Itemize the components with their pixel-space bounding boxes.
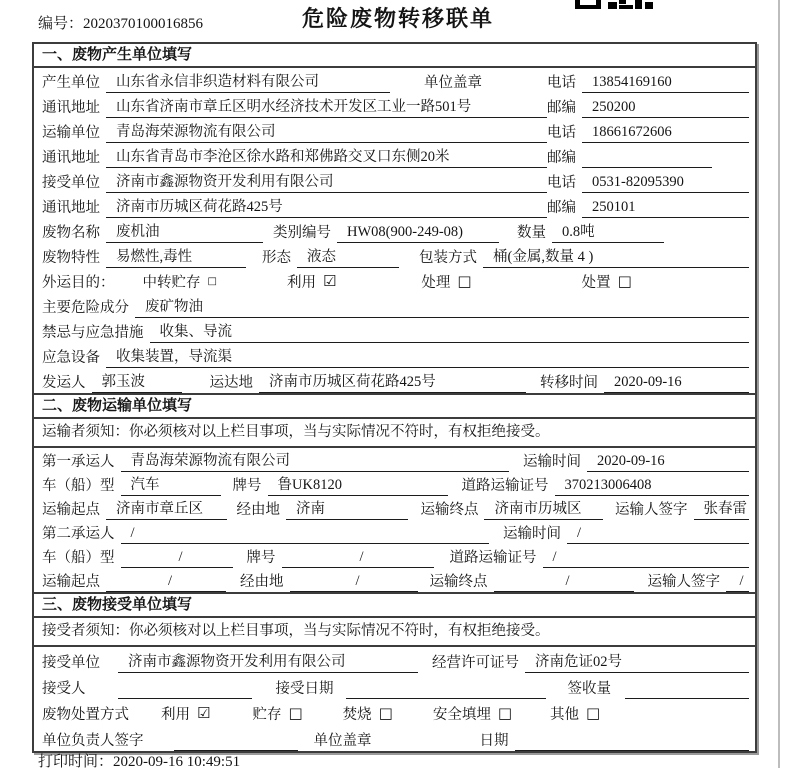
first-carrier-label: 第一承运人 — [42, 454, 115, 470]
row-producer-unit — [34, 68, 755, 93]
terminus-1-value: 济南市历城区 — [484, 497, 603, 520]
consignor-label: 发运人 — [42, 375, 86, 391]
disposal-storage-label: 贮存 — [252, 707, 282, 723]
row-first-carrier — [34, 448, 755, 472]
disposal-method-label: 废物处置方式 — [42, 707, 129, 723]
purpose-dispose-label: 处置 — [581, 275, 611, 291]
carrier-signature-1-value: 张春雷 — [694, 497, 750, 520]
category-code-value: HW08(900-249-08) — [337, 224, 499, 243]
manifest-form — [32, 42, 757, 753]
purpose-transfer-storage-checkbox: □ — [207, 275, 217, 287]
producer-phone-value: 13854169160 — [582, 74, 749, 93]
page-edge-line — [778, 0, 780, 768]
plate-number-1-label: 牌号 — [232, 478, 262, 494]
disposal-incinerate-checkbox: □ — [378, 704, 393, 722]
receiver-notice: 接受者须知：你必须核对以上栏目事项，当与实际情况不符时，有权拒绝接受。 — [34, 618, 755, 647]
purpose-dispose-checkbox: □ — [617, 272, 632, 290]
row-waste-name — [34, 218, 755, 243]
page-title: 危险废物转移联单 — [301, 6, 494, 31]
purpose-utilize-checkbox: ☑ — [322, 272, 337, 290]
section-producer-heading: 一、废物产生单位填写 — [34, 44, 755, 68]
responsible-signature-value — [174, 732, 298, 751]
origin-1-label: 运输起点 — [42, 502, 100, 518]
main-hazard-value: 废矿物油 — [135, 295, 749, 318]
carrier-signature-2-value: / — [726, 573, 749, 592]
serial-value: 2020370100016856 — [83, 16, 204, 32]
unit-seal-2-label: 单位盖章 — [313, 733, 372, 749]
section-receiver — [34, 592, 755, 751]
road-permit-2-value: / — [543, 549, 750, 568]
vehicle-type-1-value: 汽车 — [121, 473, 221, 496]
purpose-dispose-option — [582, 271, 632, 293]
vehicle-type-2-label: 车（船）型 — [42, 550, 115, 566]
row-receiving-unit — [34, 647, 755, 673]
row-route-1 — [34, 496, 755, 520]
transporter-zip-label: 邮编 — [547, 150, 576, 166]
purpose-treat-label: 处理 — [421, 275, 451, 291]
carrier-signature-2-label: 运输人签字 — [647, 574, 720, 590]
row-second-carrier — [34, 520, 755, 544]
main-hazard-label: 主要危险成分 — [42, 300, 129, 316]
row-route-2 — [34, 568, 755, 592]
receiving-unit-value: 济南市鑫源物资开发利用有限公司 — [118, 650, 418, 673]
receive-date-label: 接受日期 — [275, 681, 334, 697]
disposal-other-option — [550, 703, 600, 725]
row-main-hazard — [34, 293, 755, 318]
row-consignor — [34, 368, 755, 393]
transporter-address-label: 通讯地址 — [42, 150, 100, 166]
purpose-treat-checkbox: □ — [457, 272, 472, 290]
vehicle-type-2-value: / — [121, 549, 233, 568]
origin-2-value: / — [106, 573, 226, 592]
row-receiver-address — [34, 193, 755, 218]
receiver-phone-label: 电话 — [547, 175, 576, 191]
second-carrier-label: 第二承运人 — [42, 526, 115, 542]
waste-characteristics-value: 易燃性,毒性 — [106, 245, 246, 268]
transporter-phone-label: 电话 — [547, 125, 576, 141]
section-transporter — [34, 393, 755, 592]
disposal-utilize-checkbox: ☑ — [197, 704, 211, 722]
responsible-signature-label: 单位负责人签字 — [42, 733, 144, 749]
plate-number-2-value: / — [282, 549, 434, 568]
purpose-treat-option — [421, 271, 471, 293]
road-permit-2-label: 道路运输证号 — [449, 550, 537, 566]
disposal-utilize-option — [161, 703, 210, 725]
transport-date-2-label: 运输时间 — [503, 526, 561, 542]
disposal-other-checkbox: □ — [586, 704, 601, 722]
transporter-address-value: 山东省青岛市李沧区徐水路和郑佛路交叉口东侧20米 — [106, 145, 547, 168]
row-producer-address — [34, 93, 755, 118]
transport-date-1-value: 2020-09-16 — [587, 453, 749, 472]
purpose-transfer-storage-label: 中转贮存 — [142, 275, 201, 291]
received-quantity-value — [625, 680, 749, 699]
waste-name-label: 废物名称 — [42, 225, 100, 241]
quantity-label: 数量 — [517, 225, 546, 241]
quantity-value: 0.8吨 — [552, 220, 664, 243]
disposal-incinerate-option — [343, 703, 393, 725]
packaging-label: 包装方式 — [419, 250, 477, 266]
section-producer — [34, 44, 755, 393]
row-emergency-equipment — [34, 343, 755, 368]
road-permit-1-label: 道路运输证号 — [461, 478, 549, 494]
producer-unit-label: 产生单位 — [42, 75, 100, 91]
receiver-person-value — [118, 680, 252, 699]
section-receiver-heading: 三、废物接受单位填写 — [34, 594, 755, 618]
serial-label: 编号： — [38, 16, 84, 32]
transfer-purpose-label: 外运目的： — [42, 275, 115, 291]
producer-address-label: 通讯地址 — [42, 100, 100, 116]
row-responsible-signature — [34, 725, 755, 751]
print-time-value: 2020-09-16 10:49:51 — [113, 754, 241, 770]
waste-name-value: 废机油 — [106, 220, 263, 243]
purpose-transfer-storage-option — [143, 271, 217, 293]
row-transporter-address — [34, 143, 755, 168]
print-time-label: 打印时间： — [38, 754, 114, 770]
plate-number-1-value: 鲁UK8120 — [268, 473, 448, 496]
section-transporter-heading: 二、废物运输单位填写 — [34, 395, 755, 419]
receiver-address-label: 通讯地址 — [42, 200, 100, 216]
category-code-label: 类别编号 — [273, 225, 331, 241]
first-carrier-value: 青岛海荣源物流有限公司 — [121, 449, 510, 472]
transporter-unit-label: 运输单位 — [42, 125, 100, 141]
transporter-notice: 运输者须知：你必须核对以上栏目事项，当与实际情况不符时，有权拒绝接受。 — [34, 419, 755, 448]
unit-seal-label: 单位盖章 — [424, 75, 482, 91]
receiver-phone-value: 0531-82095390 — [582, 174, 749, 193]
purpose-utilize-option — [287, 271, 336, 293]
disposal-storage-option — [252, 703, 302, 725]
date-field-value — [515, 732, 750, 751]
via-2-label: 经由地 — [240, 574, 284, 590]
transport-date-2-value: / — [567, 525, 749, 544]
row-waste-characteristics — [34, 243, 755, 268]
producer-phone-label: 电话 — [547, 75, 576, 91]
physical-form-value: 液态 — [297, 245, 399, 268]
row-transporter-unit — [34, 118, 755, 143]
row-emergency-measures — [34, 318, 755, 343]
disposal-other-label: 其他 — [550, 707, 580, 723]
transfer-date-value: 2020-09-16 — [604, 374, 749, 393]
destination-label: 运达地 — [209, 375, 253, 391]
via-1-label: 经由地 — [236, 502, 280, 518]
emergency-measures-label: 禁忌与应急措施 — [42, 325, 144, 341]
transporter-unit-value: 青岛海荣源物流有限公司 — [106, 120, 547, 143]
producer-unit-value: 山东省永信非织造材料有限公司 — [106, 70, 390, 93]
carrier-signature-1-label: 运输人签字 — [615, 502, 688, 518]
origin-1-value: 济南市章丘区 — [106, 497, 227, 520]
disposal-landfill-label: 安全填埋 — [432, 707, 491, 723]
origin-2-label: 运输起点 — [42, 574, 100, 590]
receiver-address-value: 济南市历城区荷花路425号 — [106, 195, 547, 218]
producer-zip-label: 邮编 — [547, 100, 576, 116]
row-transfer-purpose — [34, 268, 755, 293]
row-receiver-unit — [34, 168, 755, 193]
row-vehicle-2 — [34, 544, 755, 568]
row-receiver-person — [34, 673, 755, 699]
receiver-zip-label: 邮编 — [547, 200, 576, 216]
emergency-equipment-label: 应急设备 — [42, 350, 100, 366]
transporter-phone-value: 18661672606 — [582, 124, 749, 143]
transporter-zip-value — [582, 149, 712, 168]
transfer-date-label: 转移时间 — [540, 375, 598, 391]
license-number-value: 济南危证02号 — [525, 650, 749, 673]
receiver-unit-label: 接受单位 — [42, 175, 100, 191]
destination-value: 济南市历城区荷花路425号 — [259, 370, 526, 393]
packaging-value: 桶(金属,数量 4 ) — [483, 245, 749, 268]
emergency-measures-value: 收集、导流 — [150, 320, 750, 343]
receiver-unit-value: 济南市鑫源物资开发利用有限公司 — [106, 170, 547, 193]
receive-date-value — [346, 680, 546, 699]
row-vehicle-1 — [34, 472, 755, 496]
consignor-value: 郭玉波 — [92, 370, 182, 393]
plate-number-2-label: 牌号 — [246, 550, 276, 566]
road-permit-1-value: 370213006408 — [555, 477, 750, 496]
via-1-value: 济南 — [286, 497, 408, 520]
disposal-storage-checkbox: □ — [288, 704, 303, 722]
vehicle-type-1-label: 车（船）型 — [42, 478, 115, 494]
disposal-utilize-label: 利用 — [161, 707, 190, 723]
disposal-landfill-checkbox: □ — [497, 704, 513, 722]
receiver-person-label: 接受人 — [42, 681, 86, 697]
producer-address-value: 山东省济南市章丘区明水经济技术开发区工业一路501号 — [106, 95, 547, 118]
second-carrier-value: / — [121, 525, 490, 544]
disposal-landfill-option — [433, 703, 512, 725]
terminus-1-label: 运输终点 — [420, 502, 479, 518]
disposal-incinerate-label: 焚烧 — [342, 707, 372, 723]
license-number-label: 经营许可证号 — [432, 655, 519, 671]
emergency-equipment-value: 收集装置，导流渠 — [106, 345, 749, 368]
receiver-zip-value: 250101 — [582, 199, 749, 218]
transport-date-1-label: 运输时间 — [523, 454, 581, 470]
waste-characteristics-label: 废物特性 — [42, 250, 100, 266]
physical-form-label: 形态 — [262, 250, 291, 266]
row-disposal-method — [34, 699, 755, 725]
purpose-utilize-label: 利用 — [286, 275, 316, 291]
via-2-value: / — [290, 573, 418, 592]
terminus-2-value: / — [494, 573, 634, 592]
receiving-unit-label: 接受单位 — [42, 655, 100, 671]
terminus-2-label: 运输终点 — [429, 574, 488, 590]
date-field-label: 日期 — [479, 733, 509, 749]
producer-zip-value: 250200 — [582, 99, 749, 118]
received-quantity-label: 签收量 — [567, 681, 611, 697]
